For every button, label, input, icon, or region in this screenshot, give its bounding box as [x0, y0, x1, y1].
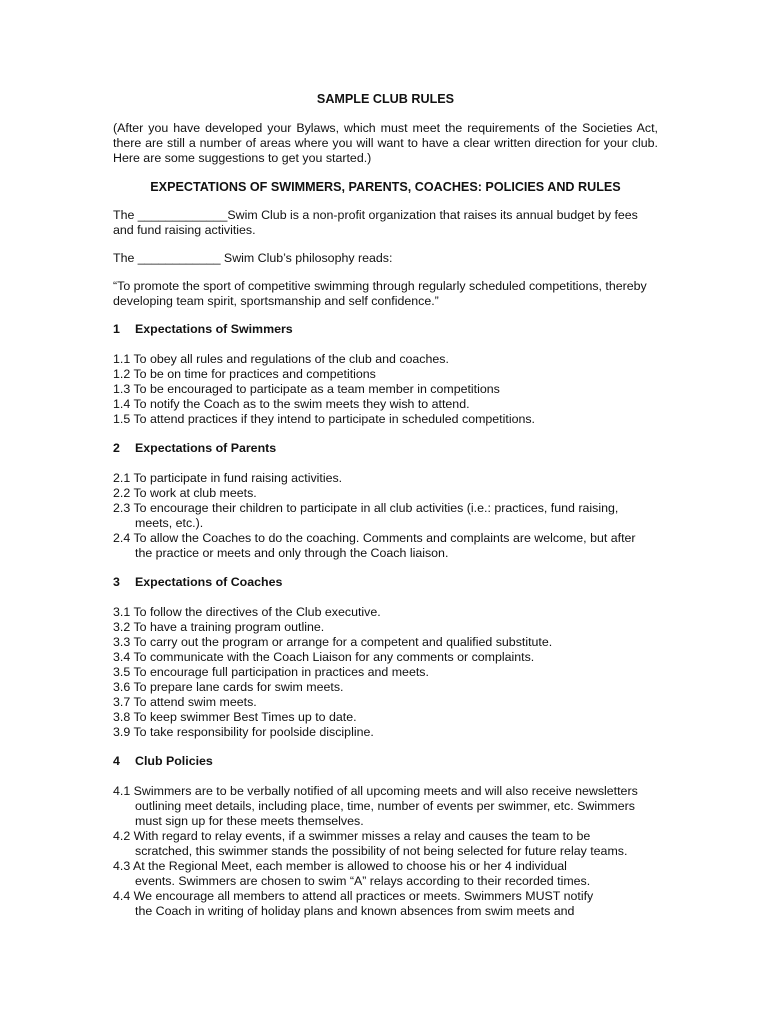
list-item — [113, 352, 658, 367]
list-item — [113, 501, 658, 531]
section-list — [113, 471, 658, 561]
sections-container — [113, 322, 658, 919]
list-item — [113, 412, 658, 427]
section-number: 4 — [113, 754, 120, 768]
section-list — [113, 784, 658, 919]
section-list — [113, 605, 658, 740]
list-item-text: 1.3 To be encouraged to participate as a team member in competitions — [113, 382, 500, 396]
list-item-text: 3.5 To encourage full participation in practices and meets. — [113, 665, 429, 679]
section-number: 3 — [113, 575, 120, 589]
list-item-text: 1.1 To obey all rules and regulations of the club and coaches. — [113, 352, 449, 366]
philosophy-intro-paragraph: The ____________ Swim Club’s philosophy reads: — [113, 251, 393, 265]
list-item-text: 1.4 To notify the Coach as to the swim meets they wish to attend. — [113, 397, 470, 411]
document-page — [113, 92, 658, 933]
list-item — [113, 859, 658, 889]
list-item-text: 3.6 To prepare lane cards for swim meets. — [113, 680, 344, 694]
list-item — [113, 382, 658, 397]
list-item — [113, 471, 658, 486]
list-item — [113, 650, 658, 665]
list-item — [113, 605, 658, 620]
section-title: Expectations of Swimmers — [135, 322, 293, 336]
list-item — [113, 784, 658, 829]
list-item-continuation: scratched, this swimmer stands the possibility of not being selected for future relay teams. — [135, 844, 628, 858]
section-number: 2 — [113, 441, 120, 455]
list-item-text: 4.3 At the Regional Meet, each member is allowed to choose his or her 4 individual — [113, 859, 567, 873]
intro-paragraph: (After you have developed your Bylaws, which must meet the requirements of the Societies Act, there are still a number of areas where you will want to have a clear written direction for your club. Here are some suggestions to get you started.) — [113, 121, 658, 165]
section-number: 1 — [113, 322, 120, 336]
list-item — [113, 635, 658, 650]
list-item — [113, 695, 658, 710]
list-item-text: 4.2 With regard to relay events, if a swimmer misses a relay and causes the team to be — [113, 829, 591, 843]
section-heading — [113, 322, 658, 337]
section-title: Club Policies — [135, 754, 213, 768]
list-item — [113, 889, 658, 919]
list-item — [113, 680, 658, 695]
list-item-text: 3.2 To have a training program outline. — [113, 620, 325, 634]
section-heading — [113, 754, 658, 769]
club-description-paragraph: The _____________Swim Club is a non-profit organization that raises its annual budget by fees and fund raising activities. — [113, 208, 638, 237]
list-item — [113, 397, 658, 412]
list-item-text: 3.9 To take responsibility for poolside discipline. — [113, 725, 374, 739]
list-item-continuation: events. Swimmers are chosen to swim “A” relays according to their recorded times. — [135, 874, 591, 888]
list-item — [113, 367, 658, 382]
list-item-text: 4.4 We encourage all members to attend all practices or meets. Swimmers MUST notify — [113, 889, 594, 903]
section-title: Expectations of Coaches — [135, 575, 283, 589]
list-item-text: 3.8 To keep swimmer Best Times up to date. — [113, 710, 357, 724]
list-item-text: 3.7 To attend swim meets. — [113, 695, 257, 709]
list-item-text: 2.4 To allow the Coaches to do the coaching. Comments and complaints are welcome, but after — [113, 531, 636, 545]
list-item-text: 2.3 To encourage their children to participate in all club activities (i.e.: practices, fund raising, — [113, 501, 619, 515]
list-item-text: 2.2 To work at club meets. — [113, 486, 257, 500]
list-item-text: 3.3 To carry out the program or arrange for a competent and qualified substitute. — [113, 635, 553, 649]
list-item — [113, 829, 658, 859]
list-item — [113, 665, 658, 680]
list-item-text: 3.4 To communicate with the Coach Liaison for any comments or complaints. — [113, 650, 535, 664]
list-item — [113, 531, 658, 561]
list-item-continuation: meets, etc.). — [135, 516, 204, 530]
list-item-text: 4.1 Swimmers are to be verbally notified of all upcoming meets and will also receive newsletters — [113, 784, 638, 798]
list-item — [113, 486, 658, 501]
section-list — [113, 352, 658, 427]
list-item-text: 1.2 To be on time for practices and competitions — [113, 367, 376, 381]
document-subtitle: EXPECTATIONS OF SWIMMERS, PARENTS, COACHES: POLICIES AND RULES — [150, 180, 621, 194]
list-item — [113, 725, 658, 740]
list-item — [113, 620, 658, 635]
list-item — [113, 710, 658, 725]
section-heading — [113, 575, 658, 590]
document-title: SAMPLE CLUB RULES — [316, 92, 455, 106]
philosophy-quote: “To promote the sport of competitive swimming through regularly scheduled competitions, thereby developing team spirit, sportsmanship and self confidence.” — [113, 279, 647, 308]
list-item-continuation: outlining meet details, including place, time, number of events per swimmer, etc. Swimmers must sign up for these meets themselves. — [135, 799, 635, 828]
list-item-continuation: the practice or meets and only through the Coach liaison. — [135, 546, 449, 560]
section-heading — [113, 441, 658, 456]
list-item-text: 2.1 To participate in fund raising activities. — [113, 471, 343, 485]
list-item-continuation: the Coach in writing of holiday plans and known absences from swim meets and — [135, 904, 575, 918]
section-title: Expectations of Parents — [135, 441, 277, 455]
list-item-text: 1.5 To attend practices if they intend to participate in scheduled competitions. — [113, 412, 535, 426]
list-item-text: 3.1 To follow the directives of the Club executive. — [113, 605, 381, 619]
